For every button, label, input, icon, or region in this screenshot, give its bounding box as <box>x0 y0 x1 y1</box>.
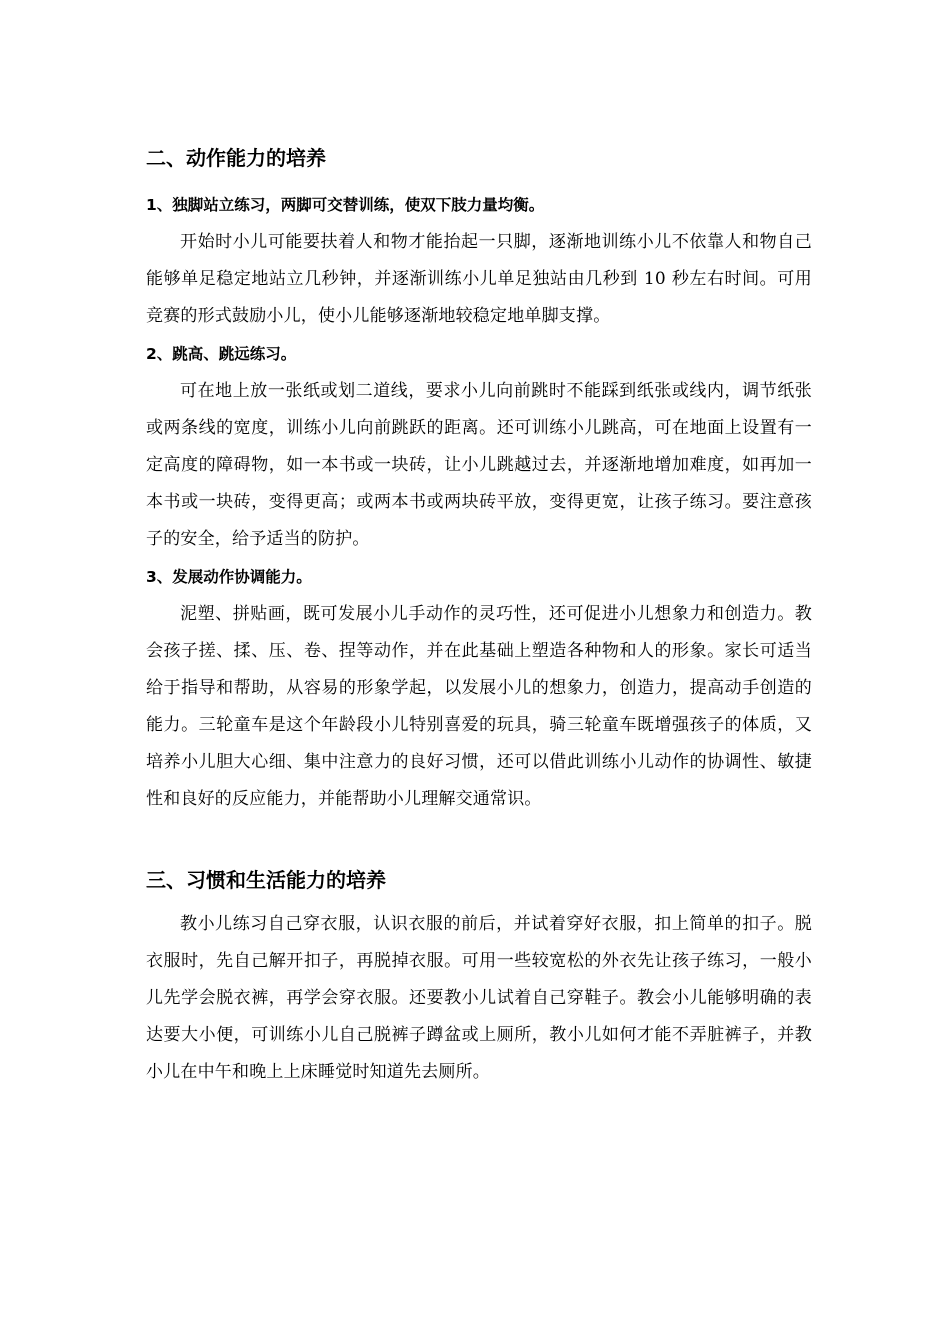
paragraph-jump-practice: 可在地上放一张纸或划二道线，要求小儿向前跳时不能踩到纸张或线内，调节纸张或两条线的宽度，训练小儿向前跳跃的距离。还可训练小儿跳高，可在地面上设置有一定高度的障碍物，如一本书或一块砖，让小儿跳越过去，并逐渐地增加难度，如再加一本书或一块砖，变得更高；或两本书或两块砖平放，变得更宽，让孩子练习。要注意孩子的安全，给予适当的防护。 <box>146 381 812 549</box>
section-heading-habits-living-skills: 三、习惯和生活能力的培养 <box>146 868 386 892</box>
paragraph-habits-living-skills: 教小儿练习自己穿衣服，认识衣服的前后，并试着穿好衣服，扣上简单的扣子。脱衣服时，先自己解开扣子，再脱掉衣服。可用一些较宽松的外衣先让孩子练习，一般小儿先学会脱衣裤，再学会穿衣服。还要教小儿试着自己穿鞋子。教会小儿能够明确的表达要大小便，可训练小儿自己脱裤子蹲盆或上厕所，教小儿如何才能不弄脏裤子，并教小儿在中午和晚上上床睡觉时知道先去厕所。 <box>146 914 812 1082</box>
section-heading-motor-skills: 二、动作能力的培养 <box>146 146 326 170</box>
subsection-title-coordination: 3、发展动作协调能力。 <box>146 568 312 586</box>
paragraph-single-leg-stand: 开始时小儿可能要扶着人和物才能抬起一只脚，逐渐地训练小儿不依靠人和物自己能够单足稳定地站立几秒钟，并逐渐训练小儿单足独站由几秒到 10 秒左右时间。可用竞赛的形式鼓励小儿，使小儿能够逐渐地较稳定地单脚支撑。 <box>146 232 812 326</box>
subsection-title-single-leg-stand: 1、独脚站立练习，两脚可交替训练，使双下肢力量均衡。 <box>146 196 545 214</box>
subsection-title-jump-practice: 2、跳高、跳远练习。 <box>146 345 297 363</box>
paragraph-coordination: 泥塑、拼贴画，既可发展小儿手动作的灵巧性，还可促进小儿想象力和创造力。教会孩子搓、揉、压、卷、捏等动作，并在此基础上塑造各种物和人的形象。家长可适当给于指导和帮助，从容易的形象学起，以发展小儿的想象力，创造力，提高动手创造的能力。三轮童车是这个年龄段小儿特别喜爱的玩具，骑三轮童车既增强孩子的体质，又培养小儿胆大心细、集中注意力的良好习惯，还可以借此训练小儿动作的协调性、敏捷性和良好的反应能力，并能帮助小儿理解交通常识。 <box>146 604 812 809</box>
